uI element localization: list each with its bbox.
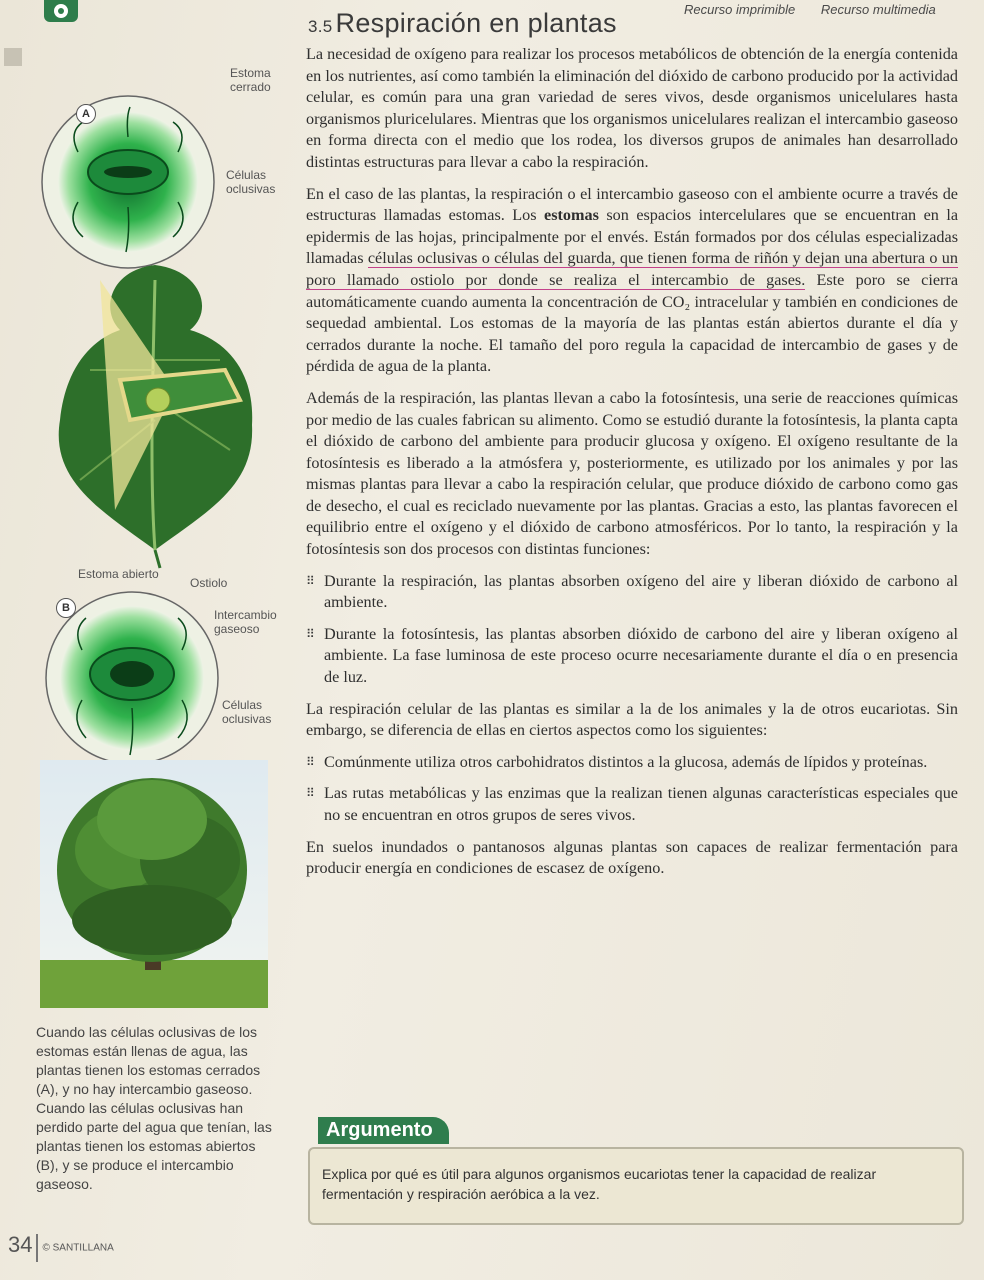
paragraph-photosynthesis: Además de la respiración, las plantas llevan a cabo la fotosíntesis, una serie de reacciones químicas por medio de las cuales fabrican su alimento. Como se estudió durante la fotosíntesis, la planta capta el dióxido de carbono del ambiente para producir glucosa y oxígeno. El oxígeno resultante de la fotosíntesis es liberado a la atmósfera y, posteriormente, es utilizado por los animales y por las mismas plantas para llevar a cabo la respiración celular, que produce dióxido de carbono como gas de desecho, el cual es reciclado nuevamente por las plantas. Gracias a esto, las plantas favorecen el equilibrio entre el oxígeno y el dióxido de carbono atmosféricos. Por lo tanto, la respiración y la fotosíntesis son dos procesos con distintas funciones: bbox=[306, 388, 958, 559]
label-guard-cells-a-line1: Células bbox=[226, 168, 267, 182]
label-gas-exchange-line1: Intercambio bbox=[214, 608, 277, 622]
resource-icon[interactable] bbox=[44, 0, 78, 22]
bullet-metabolic-routes-text: Las rutas metabólicas y las enzimas que la realizan tienen algunas características especiales que no se encuentran en otros grupos de seres vivos. bbox=[324, 784, 958, 824]
paragraph-stomata-c: son espacios intercelulares que se encuentran en la epidermis de las hojas, principalmente por el envés. Están formados por dos células especializadas llamadas bbox=[306, 206, 958, 268]
section-number: 3.5 bbox=[308, 17, 333, 36]
diagram-label-b: B bbox=[56, 598, 76, 618]
tree-photo bbox=[40, 760, 268, 1008]
argument-question: Explica por qué es útil para algunos organismos eucariotas tener la capacidad de realizar fermentación y respiración aeróbica a la vez. bbox=[322, 1166, 877, 1202]
paragraph-stomata-a: En el caso de las plantas, la respiración o el intercambio gaseoso con el ambiente ocurre a través de estructuras llamadas estomas. Los bbox=[306, 184, 958, 225]
argument-label: Argumento bbox=[318, 1117, 449, 1144]
corner-mark bbox=[4, 48, 22, 66]
paragraph-stomata bbox=[306, 184, 958, 378]
label-gas-exchange bbox=[214, 608, 277, 636]
label-guard-cells-b bbox=[222, 698, 271, 726]
paragraph-intro: La necesidad de oxígeno para realizar los procesos metabólicos de obtención de la energía contenida en los nutrientes, así como también la eliminación del dióxido de carbono producido por la actividad celular, es común para una gran variedad de seres vivos, desde organismos unicelulares hasta organismos pluricelulares. Mientras que los organismos unicelulares realizan el intercambio gaseoso en forma directa con el medio que los rodea, los diversos grupos de animales han desarrollado distintas estructuras para llevar a cabo la respiración. bbox=[306, 45, 958, 171]
bullet-photosynthesis bbox=[306, 624, 958, 689]
publisher-brand: © SANTILLANA bbox=[42, 1242, 114, 1254]
resource-multimedia-link[interactable]: Recurso multimedia bbox=[820, 2, 936, 17]
bullet-carbohydrates-text: Comúnmente utiliza otros carbohidratos distintos a la glucosa, además de lípidos y proteínas. bbox=[324, 752, 928, 771]
bullet-mark-icon: ⠿ bbox=[306, 754, 315, 769]
main-text-column bbox=[306, 44, 958, 890]
term-estomas: estomas bbox=[544, 206, 599, 225]
bullet-mark-icon: ⠿ bbox=[306, 573, 315, 588]
diagram-label-a: A bbox=[76, 104, 96, 124]
label-closed-stoma bbox=[230, 66, 271, 94]
label-guard-cells-a bbox=[226, 168, 275, 196]
page-footer bbox=[8, 1232, 114, 1262]
bullet-respiration-text: Durante la respiración, las plantas absorben oxígeno del aire y liberan dióxido de carbono al ambiente. bbox=[324, 571, 958, 612]
resource-printable-link[interactable]: Recurso imprimible bbox=[684, 2, 796, 17]
label-guard-cells-b-line1: Células bbox=[222, 698, 263, 712]
bullet-respiration bbox=[306, 571, 958, 614]
label-ostiolo: Ostiolo bbox=[190, 576, 228, 590]
figure-caption: Cuando las células oclusivas de los estomas están llenas de agua, las plantas tienen los estomas cerrados (A), y no hay intercambio gaseoso. Cuando las células oclusivas han perdido parte del agua que tenían, las plantas tienen los estomas abiertos (B), y se produce el intercambio gaseoso. bbox=[36, 1024, 272, 1192]
label-closed-stoma-line1: Estoma bbox=[230, 66, 271, 80]
paragraph-stomata-e: Este poro se cierra automáticamente cuando aumenta la concentración de CO₂ intracelular y también en condiciones de sequedad ambiental. Los estomas de la mayoría de las plantas están abiertos durante el día y cerrados durante la noche. El tamaño del poro regula la capacidad de intercambio de gases y de pérdida de agua de la planta. bbox=[306, 270, 959, 376]
label-open-stoma: Estoma abierto bbox=[78, 567, 159, 581]
section-title: Respiración en plantas bbox=[335, 8, 617, 38]
bullet-mark-icon: ⠿ bbox=[306, 626, 315, 641]
paragraph-fermentation: En suelos inundados o pantanosos algunas plantas son capaces de realizar fermentación para producir energía en condiciones de escasez de oxígeno. bbox=[306, 837, 958, 878]
bullet-photosynthesis-text: Durante la fotosíntesis, las plantas absorben dióxido de carbono del aire y liberan oxígeno al ambiente. La fase luminosa de este proceso ocurre necesariamente durante el día o en presencia de luz. bbox=[324, 624, 958, 687]
label-closed-stoma-line2: cerrado bbox=[230, 80, 271, 94]
bullet-mark-icon: ⠿ bbox=[306, 786, 315, 801]
highlighted-text: células oclusivas o células del guarda, que tienen forma de riñón y dejan una abertura o un poro llamado ostiolo por donde se realiza el intercambio de gases. bbox=[306, 249, 958, 289]
footer-divider bbox=[36, 1234, 38, 1262]
paragraph-cellular-respiration: La respiración celular de las plantas es similar a la de los animales y la de otros eucariotas. Sin embargo, se diferencia de ellas en ciertos aspectos como los siguientes: bbox=[306, 699, 958, 740]
stoma-closed-illustration bbox=[38, 92, 218, 272]
leaf-illustration bbox=[40, 250, 270, 570]
bullet-metabolic-routes bbox=[306, 783, 958, 826]
label-guard-cells-b-line2: oclusivas bbox=[222, 712, 272, 726]
label-gas-exchange-line2: gaseoso bbox=[214, 622, 260, 636]
page-number: 34 bbox=[8, 1232, 33, 1257]
label-guard-cells-a-line2: oclusivas bbox=[226, 182, 276, 196]
bullet-carbohydrates bbox=[306, 752, 958, 774]
resource-links bbox=[684, 2, 958, 17]
page-title bbox=[308, 8, 617, 39]
